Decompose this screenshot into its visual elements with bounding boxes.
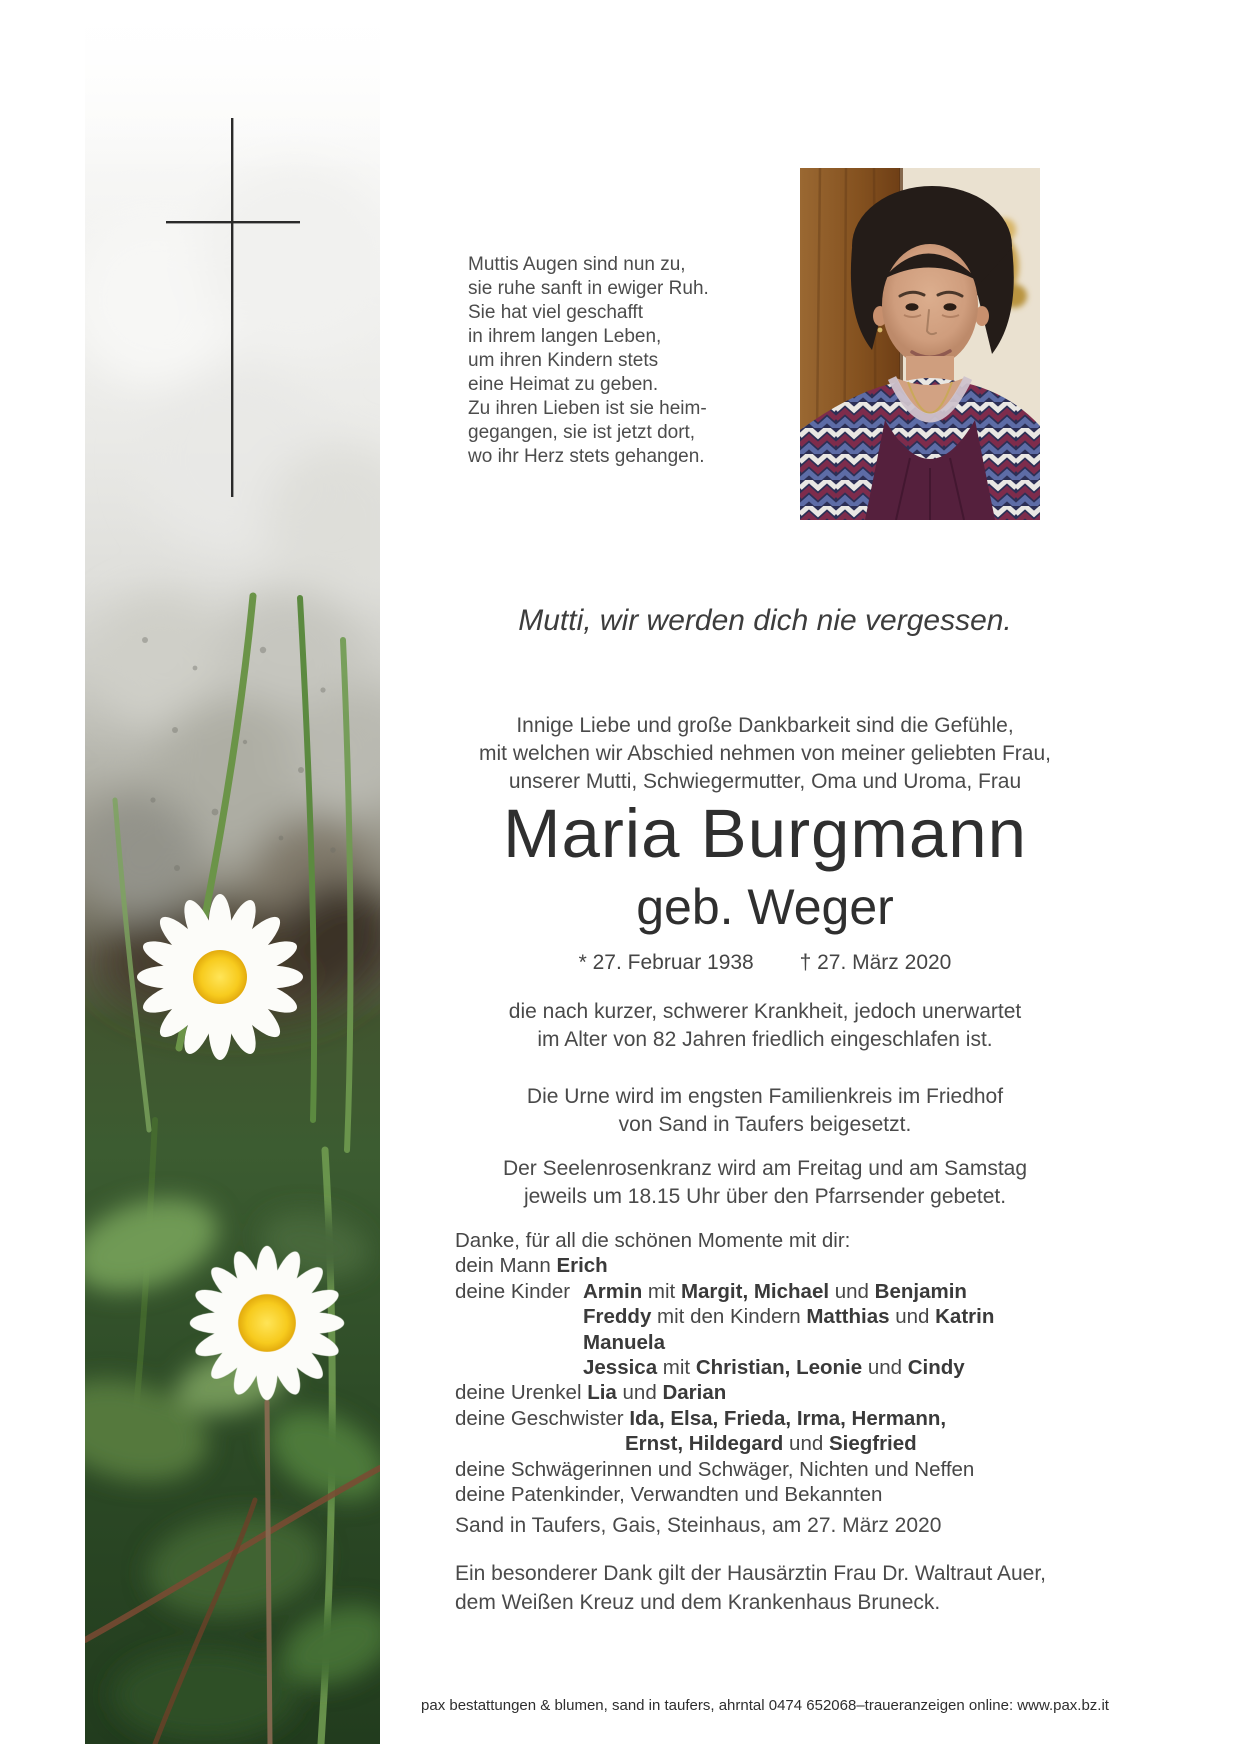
family-text: deine Kinder	[455, 1279, 571, 1303]
poem-line: Sie hat viel geschafft	[468, 302, 643, 323]
family-line	[455, 1279, 994, 1304]
rosary-line: Der Seelenrosenkranz wird am Freitag und am Samstag	[502, 1157, 1028, 1180]
family-member-name: Ernst, Hildegard	[625, 1432, 784, 1456]
family-list	[455, 1228, 994, 1507]
family-member-name: Ida, Elsa, Frieda, Irma, Hermann,	[629, 1406, 947, 1430]
family-line	[583, 1304, 994, 1329]
family-member-name: Freddy	[583, 1305, 652, 1329]
motto-line: Mutti, wir werden dich nie vergessen.	[518, 604, 1012, 637]
life-dates	[420, 951, 1110, 975]
deceased-name: Maria Burgmann	[502, 795, 1028, 872]
family-member-name: Darian	[662, 1381, 727, 1405]
family-member-name: Matthias	[806, 1305, 890, 1329]
death-info-line: die nach kurzer, schwerer Krankheit, jedoch unerwartet	[508, 1000, 1022, 1023]
urn-line: von Sand in Taufers beigesetzt.	[618, 1113, 912, 1136]
poem-line: in ihrem langen Leben,	[468, 326, 662, 347]
poem-line: wo ihr Herz stets gehangen.	[468, 446, 705, 467]
intro-paragraph	[420, 712, 1110, 796]
family-line	[455, 1406, 994, 1431]
rosary-paragraph	[420, 1155, 1110, 1211]
urn-paragraph	[420, 1083, 1110, 1139]
family-line	[455, 1228, 994, 1253]
death-date: † 27. März 2020	[799, 951, 952, 974]
rosary-line: jeweils um 18.15 Uhr über den Pfarrsender gebetet.	[523, 1185, 1007, 1208]
thanks-line: Ein besonderer Dank gilt der Hausärztin Frau Dr. Waltraut Auer,	[455, 1562, 1046, 1585]
birth-date: * 27. Februar 1938	[578, 951, 754, 974]
family-line	[583, 1355, 994, 1380]
death-info-paragraph	[420, 998, 1110, 1054]
poem-line: eine Heimat zu geben.	[468, 374, 659, 395]
family-member-name: Cindy	[907, 1356, 965, 1380]
funeral-home-footer: pax bestattungen & blumen, sand in taufers, ahrntal 0474 652068–traueranzeigen online: www.pax.bz.it	[421, 1697, 1109, 1714]
intro-line: Innige Liebe und große Dankbarkeit sind die Gefühle,	[516, 714, 1014, 737]
poem-line: sie ruhe sanft in ewiger Ruh.	[468, 278, 709, 299]
family-member-name: Christian, Leonie	[695, 1356, 863, 1380]
family-text: mit den Kindern	[651, 1305, 807, 1329]
poem-line: Muttis Augen sind nun zu,	[468, 254, 686, 275]
maiden-name: geb. Weger	[636, 879, 894, 935]
family-text: deine Patenkinder, Verwandten und Bekannten	[455, 1483, 883, 1507]
portrait-photo	[800, 168, 1040, 520]
family-member-name: Benjamin	[874, 1279, 967, 1303]
intro-line: mit welchen wir Abschied nehmen von meiner geliebten Frau,	[479, 742, 1051, 765]
daisy-icon	[137, 894, 303, 1060]
family-member-name: Manuela	[583, 1330, 666, 1354]
family-line	[455, 1253, 994, 1278]
thanks-paragraph	[455, 1560, 1046, 1617]
memorial-poem	[468, 253, 709, 469]
intro-line: unserer Mutti, Schwiegermutter, Oma und Uroma, Frau	[508, 770, 1022, 793]
family-text: mit	[657, 1356, 696, 1380]
family-text: mit	[642, 1279, 681, 1303]
family-member-name: Margit, Michael	[680, 1279, 830, 1303]
family-text: und	[862, 1356, 908, 1380]
family-member-name: Siegfried	[828, 1432, 917, 1456]
left-photo-strip	[85, 0, 380, 1744]
poem-line: um ihren Kindern stets	[468, 350, 659, 371]
family-text: dein Mann	[455, 1254, 557, 1278]
place-date-line: Sand in Taufers, Gais, Steinhaus, am 27. März 2020	[455, 1514, 942, 1537]
family-member-name: Armin	[583, 1279, 643, 1303]
family-text: und	[616, 1381, 663, 1405]
family-text: und	[783, 1432, 829, 1456]
family-text: und	[829, 1279, 875, 1303]
urn-line: Die Urne wird im engsten Familienkreis im Friedhof	[526, 1085, 1004, 1108]
family-text: und	[889, 1305, 936, 1329]
family-line	[455, 1457, 994, 1482]
death-info-line: im Alter von 82 Jahren friedlich eingeschlafen ist.	[537, 1028, 993, 1051]
thanks-line: dem Weißen Kreuz und dem Krankenhaus Bruneck.	[455, 1590, 941, 1614]
poem-line: Zu ihren Lieben ist sie heim-	[468, 398, 707, 419]
family-member-name: Lia	[587, 1381, 617, 1405]
family-text: deine Schwägerinnen und Schwäger, Nichten und Neffen	[455, 1457, 975, 1481]
family-member-name: Katrin	[935, 1305, 995, 1329]
family-text: deine Geschwister	[455, 1406, 630, 1430]
family-member-name: Jessica	[583, 1356, 658, 1380]
family-line	[455, 1380, 994, 1405]
family-text: Danke, für all die schönen Momente mit dir:	[455, 1229, 851, 1252]
family-line	[625, 1431, 994, 1456]
family-line	[583, 1330, 994, 1355]
family-line	[455, 1482, 994, 1507]
poem-line: gegangen, sie ist jetzt dort,	[468, 422, 696, 443]
family-text: deine Urenkel	[455, 1381, 588, 1405]
daisy-icon	[190, 1246, 344, 1400]
family-member-name: Erich	[556, 1254, 608, 1278]
